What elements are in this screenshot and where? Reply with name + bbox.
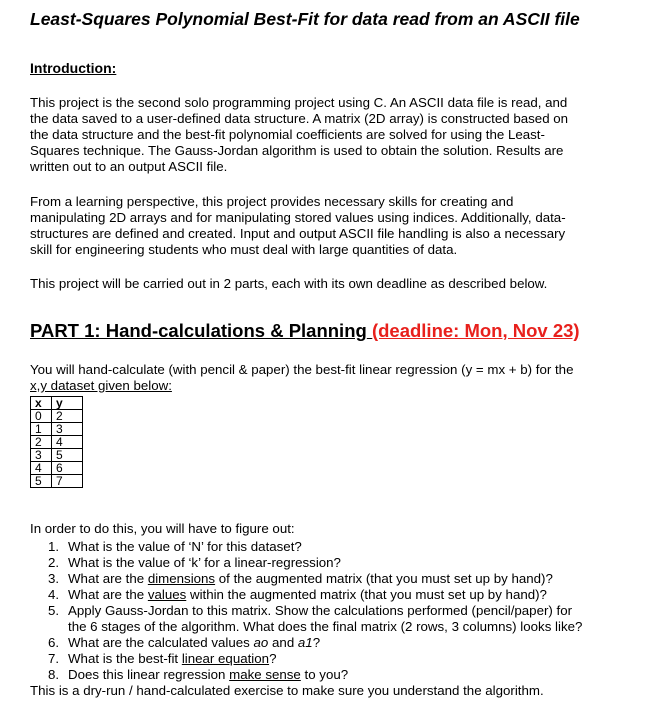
question-text-post: ? [312, 635, 321, 650]
part1-intro-line: You will hand-calculate (with pencil & paper) the best-fit linear regression (y = mx + b) for the [30, 362, 574, 377]
list-number: 2. [48, 555, 60, 570]
introduction-heading: Introduction: [30, 60, 117, 76]
table-cell-y: 7 [52, 475, 83, 488]
table-cell-y: 3 [52, 423, 83, 436]
table-header-y: y [52, 397, 83, 410]
intro-paragraph-2 [30, 194, 620, 258]
list-number: 6. [48, 635, 60, 650]
table-cell-x: 2 [31, 436, 52, 449]
table-row [31, 462, 83, 475]
intro-p2-line: From a learning perspective, this project provides necessary skills for creating and [30, 194, 514, 209]
questions-list [48, 539, 648, 683]
list-item [48, 539, 648, 555]
intro-paragraph-1 [30, 95, 620, 175]
table-cell-x: 1 [31, 423, 52, 436]
part1-heading [30, 319, 580, 343]
list-number: 3. [48, 571, 60, 586]
question-text-mid: and [268, 635, 298, 650]
figure-out-line: In order to do this, you will have to figure out: [30, 521, 295, 536]
coefficient-a0: ao [253, 635, 269, 650]
table-cell-x: 4 [31, 462, 52, 475]
table-row [31, 449, 83, 462]
coefficient-a1: a1 [297, 635, 313, 650]
part1-heading-title: PART 1: Hand-calculations & Planning [30, 320, 367, 341]
question-underlined: dimensions [147, 571, 216, 586]
question-underlined: make sense [229, 667, 301, 682]
list-number: 7. [48, 651, 60, 666]
intro-p2-line: manipulating 2D arrays and for manipulating stored values using indices. Additionally, data- [30, 210, 566, 225]
question-text-post: ? [269, 651, 277, 666]
list-item [48, 587, 648, 603]
intro-p2-line: skill for engineering students who must deal with large quantities of data. [30, 242, 458, 257]
question-text-post: to you? [300, 667, 349, 682]
figure-out-intro [30, 521, 620, 537]
table-cell-x: 5 [31, 475, 52, 488]
part1-intro-dataset: x,y dataset given below: [30, 378, 172, 393]
intro-p1-line: written out to an output ASCII file. [30, 159, 228, 174]
table-header-x: x [31, 397, 52, 410]
list-number: 1. [48, 539, 60, 554]
intro-paragraph-3 [30, 276, 620, 292]
table-cell-x: 0 [31, 410, 52, 423]
intro-p1-line: This project is the second solo programming project using C. An ASCII data file is read, and [30, 95, 568, 110]
closing-paragraph [30, 683, 620, 699]
intro-p3-line: This project will be carried out in 2 parts, each with its own deadline as described below. [30, 276, 548, 291]
question-text-post: within the augmented matrix (that you must set up by hand)? [186, 587, 547, 602]
question-underlined: values [147, 587, 187, 602]
table-row [31, 436, 83, 449]
question-text-pre: Does this linear regression [68, 667, 230, 682]
xy-data-table [30, 396, 83, 488]
list-item [48, 603, 648, 635]
list-number: 4. [48, 587, 60, 602]
table-cell-y: 5 [52, 449, 83, 462]
question-text-post: of the augmented matrix (that you must set up by hand)? [215, 571, 553, 586]
table-cell-y: 6 [52, 462, 83, 475]
intro-p1-line: the data structure and the best-fit polynomial coefficients are solved for using the Least- [30, 127, 545, 142]
list-number: 8. [48, 667, 60, 682]
table-row [31, 410, 83, 423]
table-header-row [31, 397, 83, 410]
table-row [31, 475, 83, 488]
list-item [48, 667, 648, 683]
part1-deadline: (deadline: Mon, Nov 23) [371, 320, 580, 341]
part1-intro [30, 362, 620, 394]
table-row [31, 423, 83, 436]
intro-p1-line: Squares technique. The Gauss-Jordan algorithm is used to obtain the solution. Results are [30, 143, 564, 158]
list-item [48, 571, 648, 587]
table-cell-y: 4 [52, 436, 83, 449]
question-text: What is the value of ‘N’ for this dataset? [68, 539, 302, 554]
table-cell-y: 2 [52, 410, 83, 423]
question-text-pre: What are the [68, 571, 148, 586]
list-number: 5. [48, 603, 60, 618]
document-title: Least-Squares Polynomial Best-Fit for data read from an ASCII file [30, 9, 580, 29]
list-item [48, 635, 648, 651]
closing-line: This is a dry-run / hand-calculated exercise to make sure you understand the algorithm. [30, 683, 544, 698]
question-text-continued: the 6 stages of the algorithm. What does the final matrix (2 rows, 3 columns) looks like? [68, 619, 583, 634]
question-text-pre: What is the best-fit [68, 651, 182, 666]
table-cell-x: 3 [31, 449, 52, 462]
intro-p2-line: structures are defined and created. Input and output ASCII file handling is also a necessary [30, 226, 566, 241]
question-text-pre: What are the calculated values [68, 635, 254, 650]
intro-p1-line: the data saved to a user-defined data structure. A matrix (2D array) is constructed based on [30, 111, 569, 126]
question-text-pre: What are the [68, 587, 148, 602]
list-item [48, 651, 648, 667]
question-text: Apply Gauss-Jordan to this matrix. Show the calculations performed (pencil/paper) for [68, 603, 573, 618]
question-underlined: linear equation [181, 651, 270, 666]
question-text: What is the value of ‘k’ for a linear-regression? [68, 555, 341, 570]
list-item [48, 555, 648, 571]
